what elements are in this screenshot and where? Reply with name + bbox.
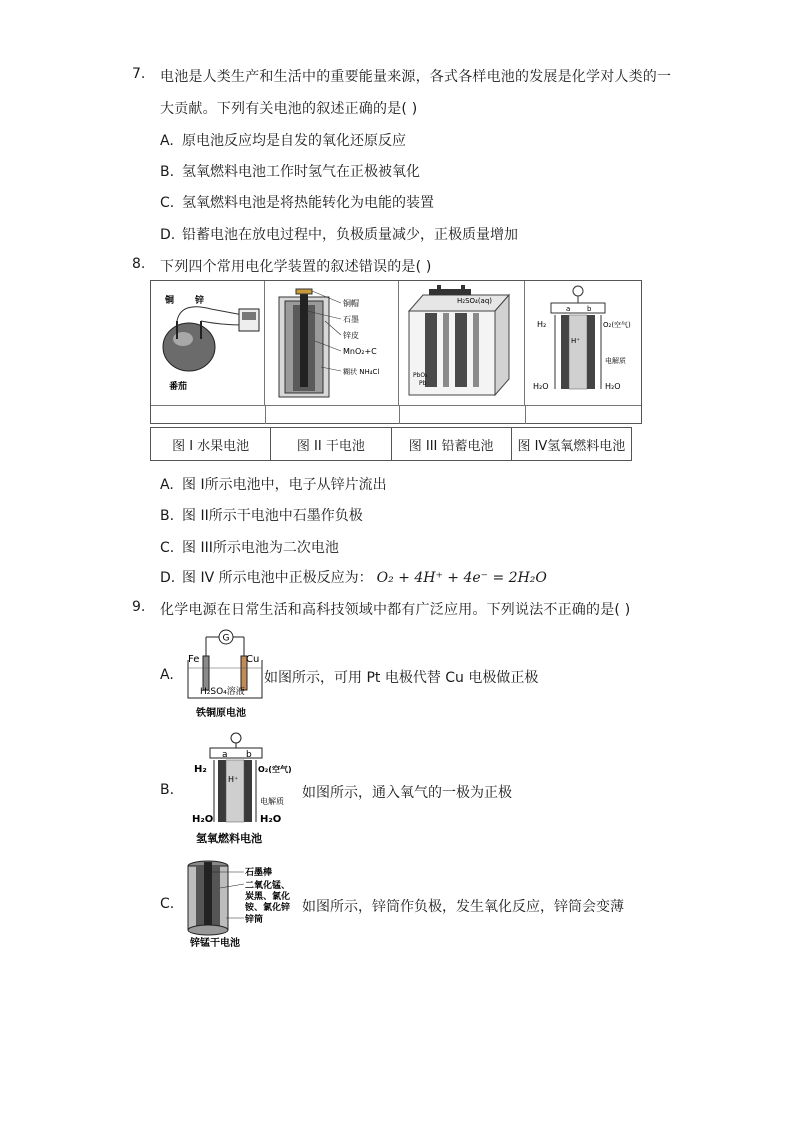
h2o-left-label: H₂O <box>192 814 214 825</box>
question-text-line2: 大贡献。下列有关电池的叙述正确的是( ) <box>160 101 418 117</box>
question-text-line1: 电池是人类生产和生活中的重要能量来源，各式各样电池的发展是化学对人类的一 <box>160 69 672 85</box>
option-label: D. <box>160 227 176 243</box>
option-a[interactable] <box>160 474 387 494</box>
h2o-left-label: H₂O <box>533 382 549 391</box>
caption-fig3: 图 III 铅蓄电池 <box>392 428 512 460</box>
fuel-cell-figure <box>188 730 298 846</box>
caption-table <box>150 427 632 461</box>
figure-fuel-cell <box>525 281 643 405</box>
figure-dry-cell <box>265 281 399 405</box>
option-text: 图 III所示电池为二次电池 <box>182 540 339 556</box>
electrode-a-label: a <box>222 750 228 760</box>
caption-fig1: 图 I 水果电池 <box>151 428 271 460</box>
option-text: 图 I所示电池中，电子从锌片流出 <box>182 477 387 493</box>
option-a[interactable] <box>160 130 406 150</box>
option-text: 图 II所示干电池中石墨作负极 <box>182 508 363 524</box>
option-text: 如图所示，通入氧气的一极为正极 <box>302 785 512 801</box>
option-c[interactable] <box>160 192 434 212</box>
figure-lead-acid <box>399 281 525 405</box>
option-label: B. <box>160 508 175 524</box>
question-text: 下列四个常用电化学装置的叙述错误的是( ) <box>160 259 432 275</box>
galvanometer-label: G <box>222 633 230 644</box>
carbon-label: 炭黑、氯化 <box>245 892 291 902</box>
electrode-b-label: b <box>246 750 252 760</box>
option-d[interactable] <box>160 567 547 587</box>
option-label: C. <box>160 896 175 912</box>
copper-label: 铜 <box>165 296 175 306</box>
electrolyte-label: 电解质 <box>605 357 626 365</box>
h2-inlet-label: H₂ <box>537 320 547 329</box>
h2o-right-label: H₂O <box>605 382 621 391</box>
fe-label: Fe <box>188 654 200 665</box>
option-d[interactable] <box>160 224 518 244</box>
figure-caption: 氢氧燃料电池 <box>196 832 262 845</box>
option-text: 如图所示，可用 Pt 电极代替 Cu 电极做正极 <box>264 670 539 686</box>
solution-label: H₂SO₄溶液 <box>200 687 245 697</box>
graphite-rod-label: 石墨棒 <box>245 868 273 878</box>
option-b[interactable] <box>160 505 363 525</box>
option-label: B. <box>160 164 175 180</box>
question-number: 7. <box>132 66 146 82</box>
option-text: 图 IV 所示电池中正极反应为： <box>182 570 373 586</box>
figure-caption: 铁铜原电池 <box>196 708 246 719</box>
option-c[interactable] <box>160 537 339 557</box>
option-label: C. <box>160 195 175 211</box>
mno2-label: MnO₂+C <box>343 347 377 356</box>
option-text: 如图所示，锌筒作负极，发生氧化反应，锌筒会变薄 <box>302 899 624 915</box>
option-text: 铅蓄电池在放电过程中，负极质量减少，正极质量增加 <box>182 227 518 243</box>
option-b[interactable] <box>160 161 420 181</box>
caption-fig4: 图 IV氢氧燃料电池 <box>517 438 626 454</box>
h2o-right-label: H₂O <box>260 814 282 825</box>
option-label: A. <box>160 133 174 149</box>
h2-inlet-label: H₂ <box>194 764 207 775</box>
zinc-shell-label: 锌皮 <box>343 331 359 340</box>
graphite-label: 石墨 <box>343 315 359 324</box>
option-text: 原电池反应均是自发的氧化还原反应 <box>182 133 406 149</box>
figure-table <box>150 280 642 424</box>
cu-label: Cu <box>246 654 260 665</box>
zinc-label: 锌 <box>195 296 205 306</box>
iron-copper-cell-figure <box>180 628 266 722</box>
o2-inlet-label: O₂(空气) <box>603 321 631 329</box>
hplus-label: H⁺ <box>571 337 580 345</box>
option-label: C. <box>160 540 175 556</box>
cap-label: 铜帽 <box>343 299 359 308</box>
hplus-label: H⁺ <box>228 775 239 784</box>
acid-label: H₂SO₄(aq) <box>457 297 493 305</box>
option-label: B. <box>160 782 175 798</box>
option-label: A. <box>160 667 174 683</box>
equation: O₂ + 4H⁺ + 4e⁻ = 2H₂O <box>376 570 547 586</box>
option-text: 氢氧燃料电池工作时氢气在正极被氧化 <box>182 164 420 180</box>
electrolyte-label: 电解质 <box>260 797 284 806</box>
option-label: A. <box>160 477 174 493</box>
tomato-label: 番茄 <box>169 382 188 392</box>
chloride-label: 铵、氯化锌 <box>245 903 291 913</box>
paste-label: 糊状 NH₄Cl <box>343 368 380 376</box>
figure-table-spacer-row <box>151 405 641 424</box>
caption-fig2: 图 II 干电池 <box>271 428 391 460</box>
electrode-a-label: a <box>566 305 571 313</box>
question-number: 9. <box>132 599 146 615</box>
electrode-b-label: b <box>587 305 592 313</box>
figure-fruit-battery <box>151 281 265 405</box>
figure-caption: 锌锰干电池 <box>190 938 240 949</box>
o2-inlet-label: O₂(空气) <box>258 765 292 774</box>
pb-label: Pb <box>419 380 427 387</box>
pbo2-label: PbO₂ <box>413 372 428 379</box>
question-text: 化学电源在日常生活和高科技领域中都有广泛应用。下列说法不正确的是( ) <box>160 602 631 618</box>
option-text: 氢氧燃料电池是将热能转化为电能的装置 <box>182 195 434 211</box>
question-number: 8. <box>132 256 146 272</box>
option-label: D. <box>160 570 176 586</box>
zinc-can-label: 锌筒 <box>245 915 264 925</box>
mno2-label: 二氧化锰、 <box>245 881 291 891</box>
zinc-manganese-cell-figure <box>182 858 302 950</box>
